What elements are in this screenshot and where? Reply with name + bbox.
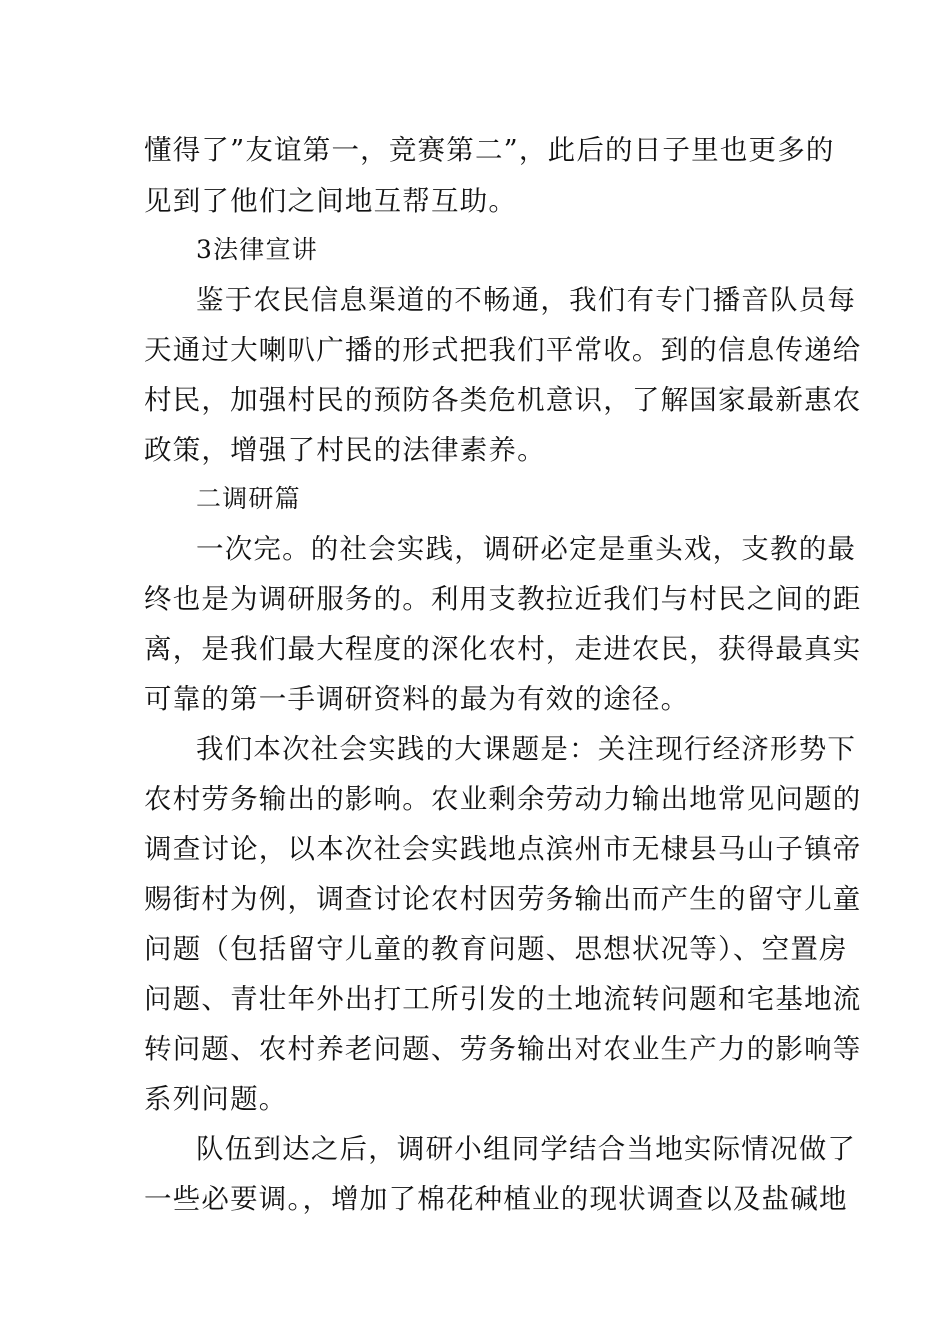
text-line: 系列问题。 xyxy=(144,1083,288,1115)
text-line: 政策，增强了村民的法律素养。 xyxy=(144,434,546,466)
section-heading: 二调研篇 xyxy=(196,484,301,513)
section-heading: 3法律宣讲 xyxy=(196,235,318,264)
text-line: 懂得了”友谊第一，竞赛第二”，此后的日子里也更多的 xyxy=(144,134,835,166)
text-line: 转问题、农村养老问题、劳务输出对农业生产力的影响等 xyxy=(144,1033,862,1065)
text-line: 见到了他们之间地互帮互助。 xyxy=(144,185,518,217)
text-line: 调查讨论，以本次社会实践地点滨州市无棣县马山子镇帝 xyxy=(144,833,862,865)
text-line: 问题（包括留守儿童的教育问题、思想状况等）、空置房 xyxy=(144,933,848,965)
text-line: 问题、青壮年外出打工所引发的土地流转问题和宅基地流 xyxy=(144,983,862,1015)
text-line: 天通过大喇叭广播的形式把我们平常收。到的信息传递给 xyxy=(144,334,862,366)
text-line: 可靠的第一手调研资料的最为有效的途径。 xyxy=(144,683,690,715)
text-line: 一次完。的社会实践，调研必定是重头戏，支教的最 xyxy=(196,533,857,565)
text-line: 终也是为调研服务的。利用支教拉近我们与村民之间的距 xyxy=(144,583,862,615)
text-line: 我们本次社会实践的大课题是：关注现行经济形势下 xyxy=(196,733,857,765)
text-line: 农村劳务输出的影响。农业剩余劳动力输出地常见问题的 xyxy=(144,783,862,815)
text-line: 鉴于农民信息渠道的不畅通，我们有专门播音队员每 xyxy=(196,284,857,316)
text-line: 村民，加强村民的预防各类危机意识，了解国家最新惠农 xyxy=(144,384,862,416)
text-line: 队伍到达之后，调研小组同学结合当地实际情况做了 xyxy=(196,1133,857,1165)
text-line: 离，是我们最大程度的深化农村，走进农民，获得最真实 xyxy=(144,633,862,665)
text-line: 一些必要调。，增加了棉花种植业的现状调查以及盐碱地 xyxy=(144,1183,848,1215)
text-line: 赐街村为例，调查讨论农村因劳务输出而产生的留守儿童 xyxy=(144,883,862,915)
